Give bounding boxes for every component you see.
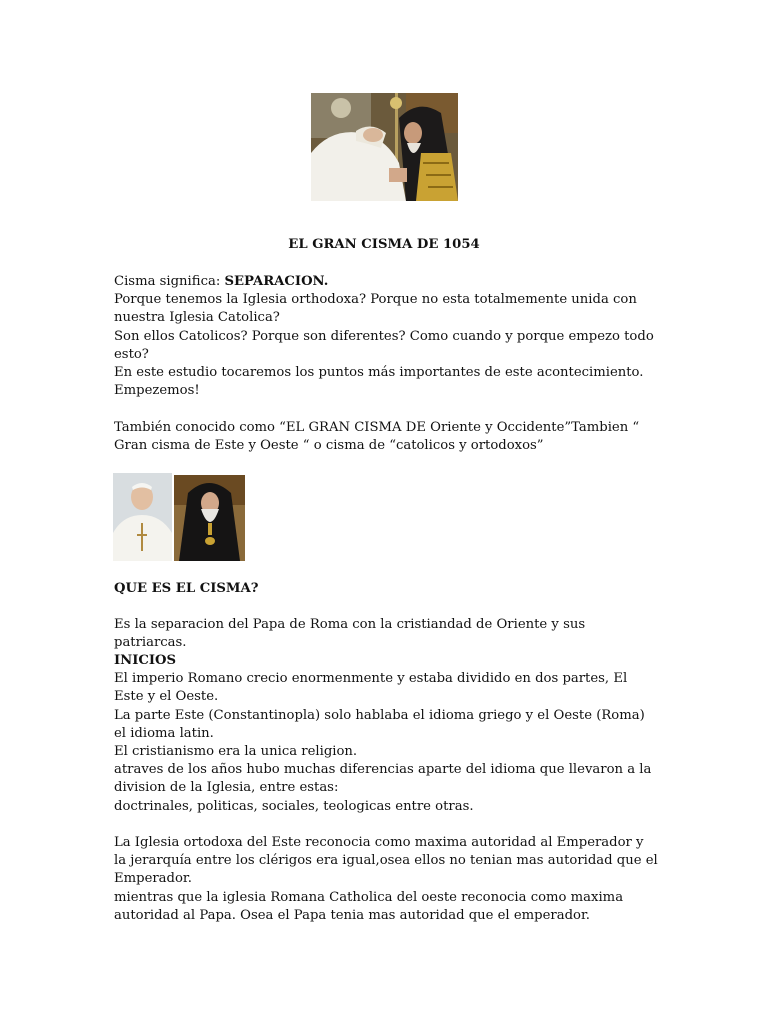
que-es-body: Es la separacion del Papa de Roma con la cristiandad de Oriente y sus patriarcas. [114,617,586,651]
embrace-photo [311,93,458,201]
autoridad-section [114,834,659,925]
cisma-value: SEPARACION. [224,274,329,289]
inicios-paragraph-4: atraves de los años hubo muchas diferencias aparte del idioma que llevaron a la division de la Iglesia, entre estas: [114,762,652,796]
autoridad-paragraph-1: La Iglesia ortodoxa del Este reconocia como maxima autoridad al Emperador y la jerarquía entre los clérigos era igual,osea ellos no tenian mas autoridad que el Emperador. [114,835,658,887]
cisma-label: Cisma significa: [114,274,225,289]
intro-line-1: Porque tenemos la Iglesia orthodoxa? Porque no esta totalmemente unida con nuestra Iglesia Catolica? [114,292,637,326]
inicios-paragraph-1: El imperio Romano crecio enormenmente y estaba dividido en dos partes, El Este y el Oeste. [114,671,628,705]
intro-line-4: Empezemos! [114,383,200,399]
pope-portrait [113,473,172,561]
inicios-section [114,652,659,816]
que-es-heading: QUE ES EL CISMA? [114,581,259,596]
intro-section [114,273,659,400]
patriarch-portrait [174,475,245,561]
inicios-heading: INICIOS [114,653,177,668]
inicios-paragraph-5: doctrinales, politicas, sociales, teologicas entre otras. [114,798,474,814]
cisma-definition [114,273,659,291]
document-title: EL GRAN CISMA DE 1054 [288,237,480,252]
aka-paragraph: También conocido como “EL GRAN CISMA DE Oriente y Occidente”Tambien “ Gran cisma de Este y Oeste “ o cisma de “catolicos y ortodoxos” [114,420,640,454]
intro-line-2: Son ellos Catolicos? Porque son diferentes? Como cuando y porque empezo todo esto? [114,328,654,362]
inicios-paragraph-2: La parte Este (Constantinopla) solo hablaba el idioma griego y el Oeste (Roma) el idioma latin. [114,707,645,741]
intro-line-3: En este estudio tocaremos los puntos más importantes de este acontecimiento. [114,365,644,381]
inicios-paragraph-3: El cristianismo era la unica religion. [114,744,358,760]
autoridad-paragraph-2: mientras que la iglesia Romana Catholica del oeste reconocia como maxima autoridad al Papa. Osea el Papa tenia mas autoridad que el emperador. [114,889,624,923]
